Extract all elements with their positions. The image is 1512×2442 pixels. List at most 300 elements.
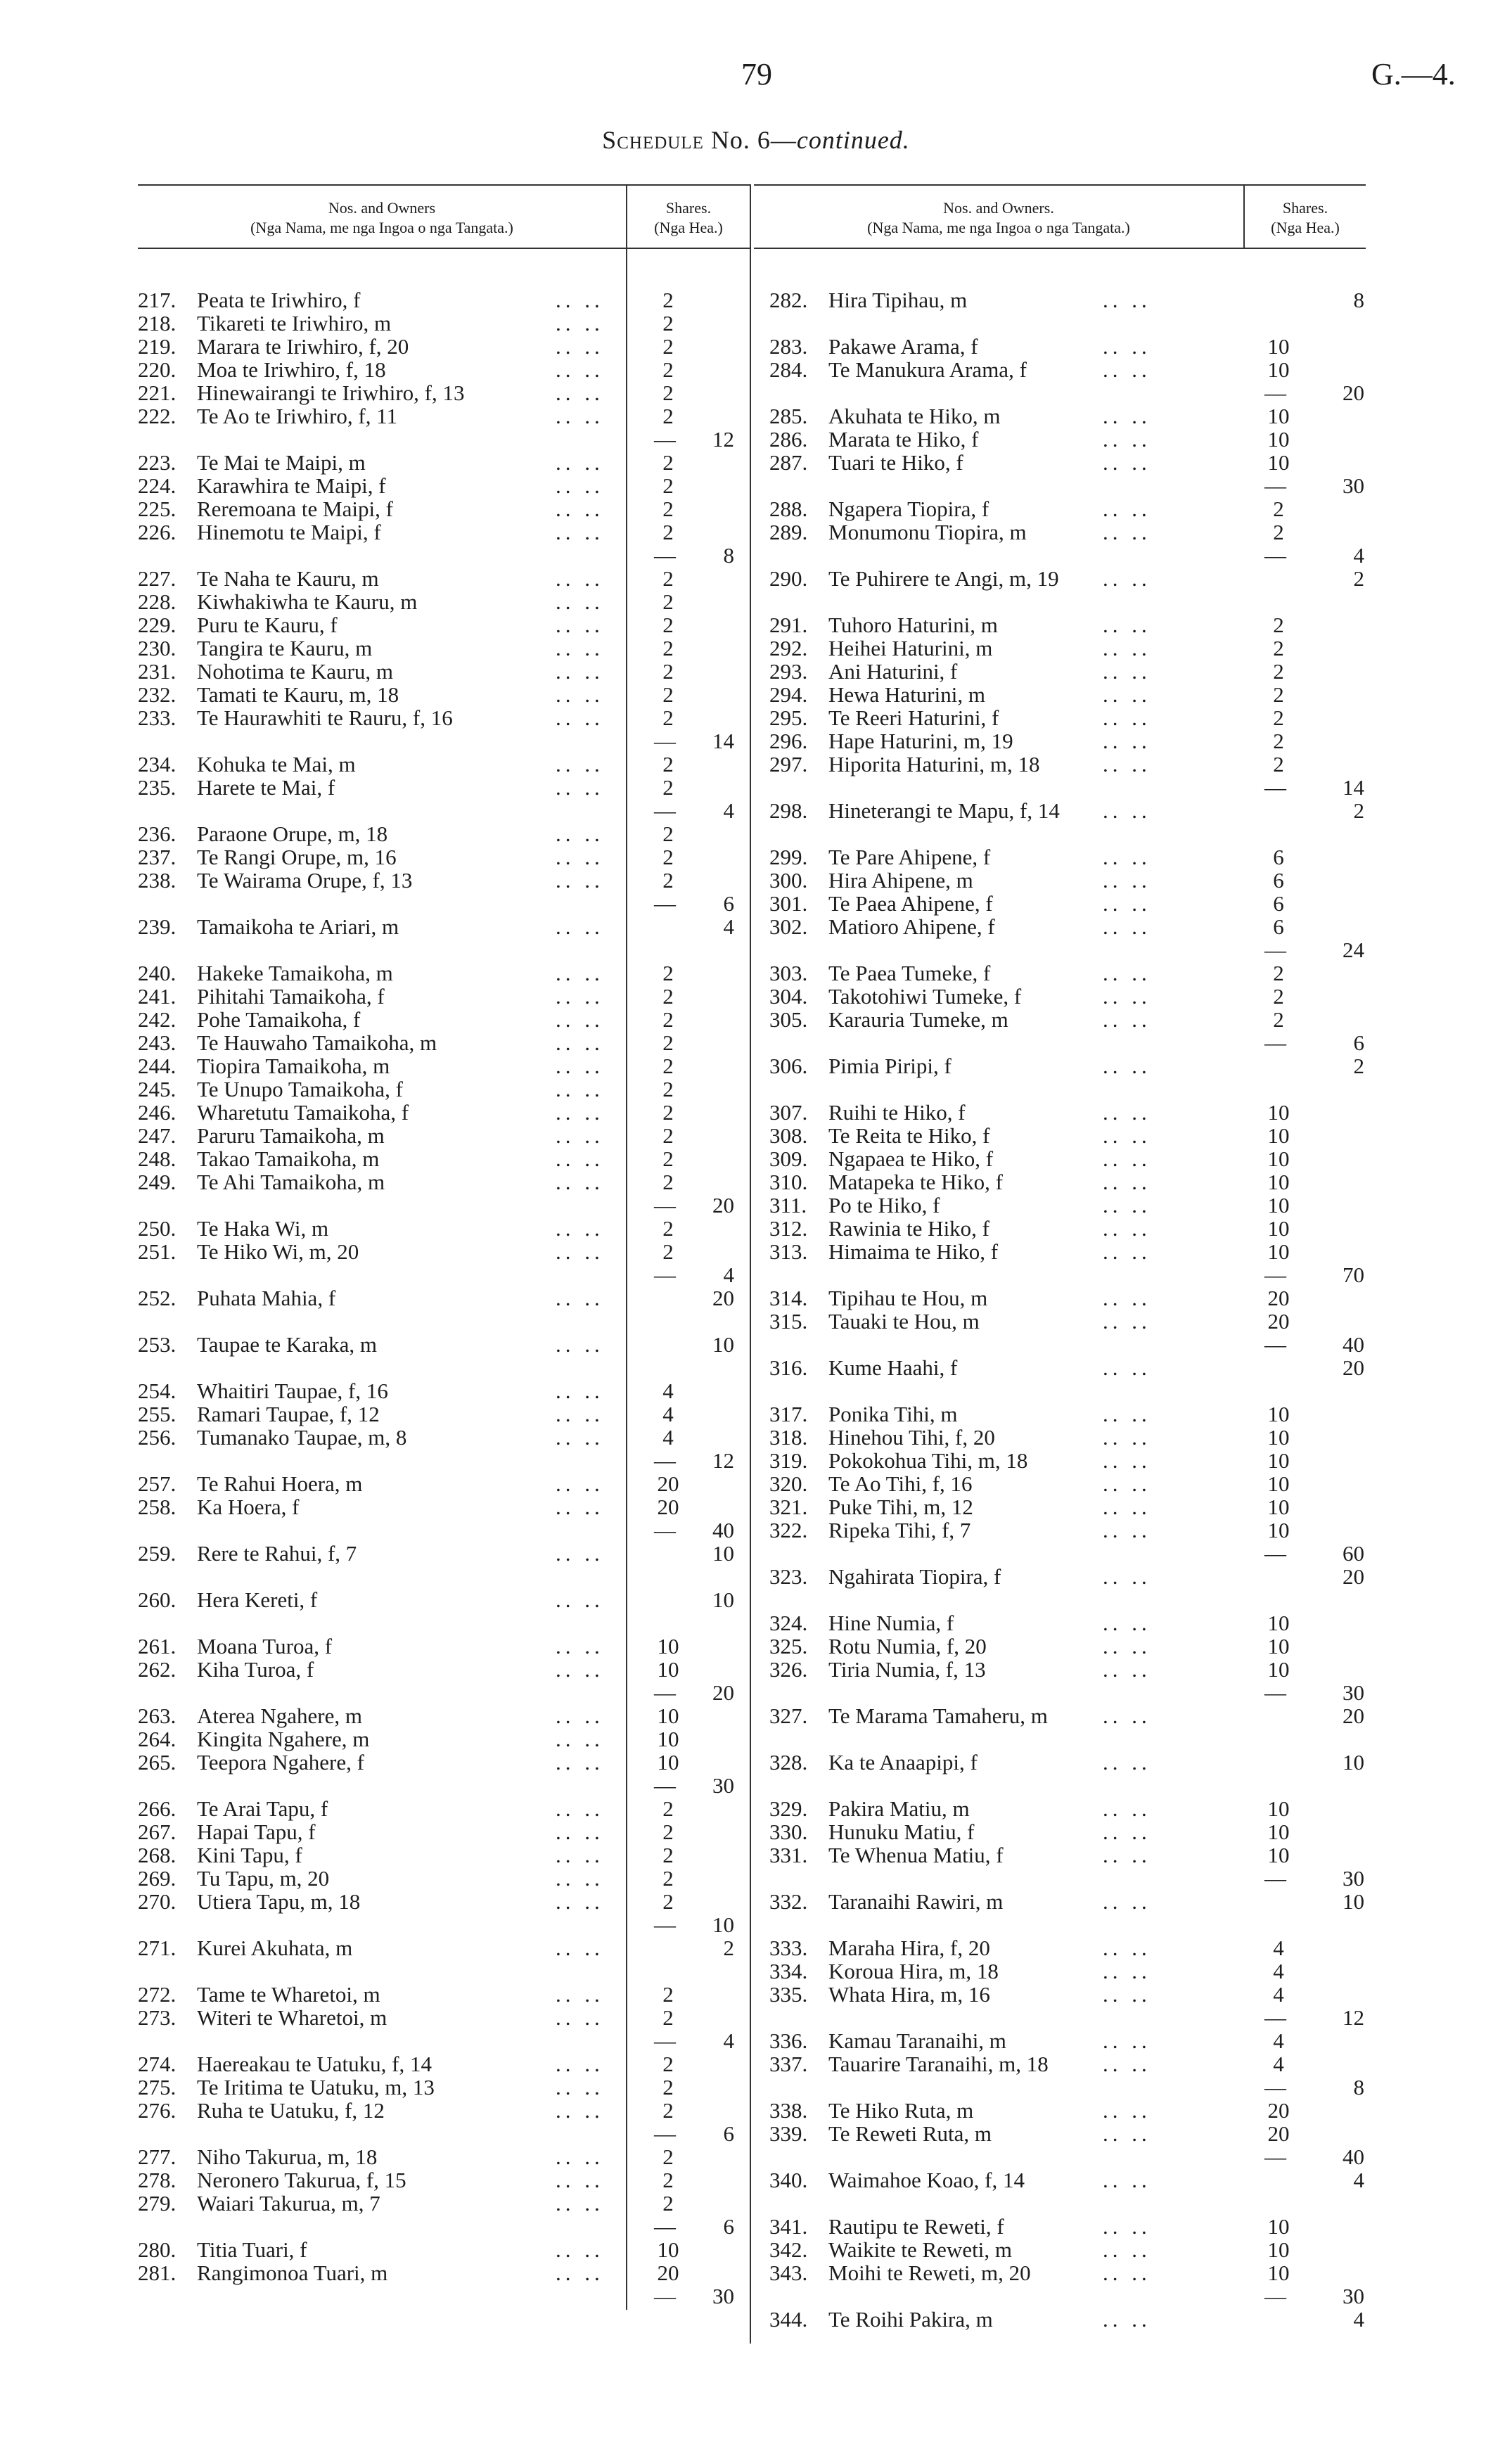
share-total: 6 [1353,1030,1364,1055]
owner-name: Tiopira Tamaikoha, m [197,1054,390,1078]
leader-dots: .. .. [1103,2052,1151,2076]
owner-number: 298. [769,798,808,823]
owner-row [769,2099,1374,2122]
owner-name: Te Wairama Orupe, f, 13 [197,868,413,893]
share-total: 8 [1353,288,1364,312]
owner-number: 284. [769,357,808,382]
leader-dots: .. .. [1103,1170,1151,1194]
leader-dots: .. .. [556,682,604,707]
owner-name: Pohe Tamaikoha, f [197,1007,361,1032]
owner-name: Maraha Hira, f, 20 [828,1936,990,1960]
leader-dots: .. .. [556,1657,604,1682]
schedule-title [0,125,1512,155]
owner-number: 274. [138,2052,177,2076]
share-value: 2 [1273,984,1284,1009]
leader-dots: .. .. [1103,1100,1151,1125]
owner-number: 247. [138,1123,177,1148]
leader-dots: .. .. [1103,1703,1151,1728]
leader-dots: .. .. [556,2168,604,2192]
leader-dots: .. .. [1103,566,1151,591]
owner-number: 267. [138,1820,177,1844]
owner-number: 240. [138,961,177,985]
owner-row [769,1495,1374,1519]
share-value: 10 [1267,357,1290,382]
share-value: 10 [1267,1123,1290,1148]
owner-name: Te Rangi Orupe, m, 16 [197,845,397,869]
share-value: 2 [662,775,674,800]
share-value: 2 [662,450,674,475]
subtotal-row [769,2006,1374,2029]
owner-name: Puke Tihi, m, 12 [828,1495,973,1519]
owner-name: Te Haka Wi, m [197,1216,329,1241]
owner-number: 261. [138,1634,177,1658]
leader-dots: .. .. [556,311,604,335]
subtotal-row [769,1263,1374,1286]
owner-name: Hine Numia, f [828,1611,954,1635]
owner-number: 217. [138,288,177,312]
owner-row [138,1240,750,1263]
right-shares-heading-1: Shares. [1282,199,1328,217]
owner-number: 243. [138,1030,177,1055]
owner-name: Taupae te Karaka, m [197,1332,378,1357]
subtotal-dash: — [1264,543,1286,568]
subtotal-dash: — [654,427,676,452]
leader-dots: .. .. [1103,404,1151,428]
owner-row [138,915,750,938]
owner-name: Te Hiko Ruta, m [828,2098,974,2123]
owner-name: Te Reita te Hiko, f [828,1123,990,1148]
share-value: 4 [1273,2052,1284,2076]
owner-number: 309. [769,1146,808,1171]
share-value: 2 [1273,729,1284,753]
subtotal-dash: — [654,729,676,753]
share-value: 2 [662,589,674,614]
owner-name: Rautipu te Reweti, f [828,2214,1004,2239]
share-value: 2 [662,2075,674,2099]
owner-name: Titia Tuari, f [197,2237,307,2262]
owner-name: Ngahirata Tiopira, f [828,1564,1001,1589]
leader-dots: .. .. [1103,357,1151,382]
owner-row [769,729,1374,753]
leader-dots: .. .. [1103,2261,1151,2285]
owner-row [769,637,1374,660]
leader-dots: .. .. [556,775,604,800]
owner-name: Rangimonoa Tuari, m [197,2261,388,2285]
subtotal-dash: — [654,2214,676,2239]
schedule-caps: Schedule [602,126,704,154]
owner-row [769,613,1374,637]
owner-number: 311. [769,1193,807,1217]
owner-row [769,1356,1374,1379]
share-value: 2 [662,1843,674,1867]
owner-row [769,1472,1374,1495]
owner-number: 339. [769,2121,808,2146]
owner-number: 299. [769,845,808,869]
owner-name: Karauria Tumeke, m [828,1007,1008,1032]
leader-dots: .. .. [1103,497,1151,521]
owner-name: Paraone Orupe, m, 18 [197,822,388,846]
owner-name: Te Iritima te Uatuku, m, 13 [197,2075,435,2099]
owner-number: 256. [138,1425,177,1450]
leader-dots: .. .. [556,2005,604,2030]
owner-row [138,381,750,404]
subtotal-row [138,799,750,822]
leader-dots: .. .. [1103,1123,1151,1148]
share-total: 24 [1343,938,1364,962]
owner-number: 280. [138,2237,177,2262]
leader-dots: .. .. [1103,288,1151,312]
owner-row [769,2052,1374,2076]
owner-number: 316. [769,1355,808,1380]
owner-row [138,637,750,660]
owner-row [138,822,750,845]
owner-name: Hewa Haturini, m [828,682,985,707]
subtotal-dash: — [654,1193,676,1217]
share-value: 4 [662,1425,674,1450]
leader-dots: .. .. [556,404,604,428]
subtotal-row [138,544,750,567]
share-total: 20 [712,1193,734,1217]
leader-dots: .. .. [1103,1657,1151,1682]
owner-row [138,2006,750,2029]
owner-number: 252. [138,1286,177,1310]
owner-name: Kini Tapu, f [197,1843,302,1867]
share-value: 10 [1267,450,1290,475]
owner-number: 242. [138,1007,177,1032]
owner-row [138,1751,750,1774]
owner-number: 276. [138,2098,177,2123]
owner-number: 279. [138,2191,177,2216]
share-total: 12 [1343,2005,1364,2030]
share-value: 2 [662,497,674,521]
leader-dots: .. .. [1103,520,1151,544]
owner-name: Heihei Haturini, m [828,636,993,660]
owner-row [769,2308,1374,2331]
subtotal-dash: — [1264,2075,1286,2099]
owner-row [769,2261,1374,2284]
owner-name: Hape Haturini, m, 19 [828,729,1013,753]
owner-number: 314. [769,1286,808,1310]
owner-row [769,660,1374,683]
owner-row [769,1960,1374,1983]
share-value: 2 [662,2052,674,2076]
share-value: 10 [1267,1216,1290,1241]
share-total: 20 [712,1680,734,1705]
owner-name: Tipihau te Hou, m [828,1286,988,1310]
owner-name: Witeri te Wharetoi, m [197,2005,387,2030]
owner-number: 310. [769,1170,808,1194]
owner-row [138,2192,750,2215]
share-value: 10 [657,1703,679,1728]
share-value: 2 [1273,752,1284,776]
owner-name: Waikite te Reweti, m [828,2237,1012,2262]
share-total: 2 [723,1936,734,1960]
center-divider [750,184,751,2344]
subtotal-dash: — [654,1912,676,1937]
share-value: 4 [1273,1959,1284,1983]
owner-name: Te Ahi Tamaikoha, m [197,1170,385,1194]
owner-number: 268. [138,1843,177,1867]
owner-name: Matapeka te Hiko, f [828,1170,1003,1194]
owner-row [769,1565,1374,1588]
owner-name: Monumonu Tiopira, m [828,520,1027,544]
leader-dots: .. .. [556,822,604,846]
owner-name: Tuari te Hiko, f [828,450,963,475]
leader-dots: .. .. [1103,2214,1151,2239]
subtotal-dash: — [1264,2144,1286,2169]
subtotal-dash: — [654,1680,676,1705]
share-value: 10 [657,1657,679,1682]
share-total: 20 [1343,1564,1364,1589]
owner-name: Puhata Mahia, f [197,1286,336,1310]
subtotal-row [769,776,1374,799]
subtotal-row [138,1913,750,1936]
share-value: 2 [1273,961,1284,985]
subtotal-dash: — [654,1262,676,1287]
leader-dots: .. .. [556,288,604,312]
owner-row [138,1170,750,1194]
owner-name: Te Naha te Kauru, m [197,566,379,591]
owner-row [769,753,1374,776]
share-total: 40 [712,1518,734,1542]
right-shares-heading-2: (Nga Hea.) [1271,219,1340,236]
owner-name: Karawhira te Maipi, f [197,473,386,498]
owner-number: 248. [138,1146,177,1171]
owner-name: Tumanako Taupae, m, 8 [197,1425,407,1450]
leader-dots: .. .. [556,1379,604,1403]
subtotal-dash: — [1264,473,1286,498]
owner-number: 255. [138,1402,177,1426]
share-value: 2 [662,868,674,893]
owner-row [138,1704,750,1727]
subtotal-row [138,892,750,915]
leader-dots: .. .. [1103,1634,1151,1658]
subtotal-dash: — [1264,1866,1286,1891]
owner-row [138,358,750,381]
owner-name: Aterea Ngahere, m [197,1703,362,1728]
owner-number: 291. [769,613,808,637]
owner-row [138,985,750,1008]
owner-number: 229. [138,613,177,637]
owner-row [138,451,750,474]
owner-name: Taranaihi Rawiri, m [828,1889,1004,1914]
share-value: 2 [662,659,674,684]
owner-name: Te Paea Tumeke, f [828,961,991,985]
leader-dots: .. .. [556,1054,604,1078]
owner-name: Peata te Iriwhiro, f [197,288,361,312]
owner-row [769,1194,1374,1217]
share-value: 20 [1267,2121,1290,2146]
owner-row [138,590,750,613]
leader-dots: .. .. [556,1216,604,1241]
subtotal-row [769,1867,1374,1890]
owner-name: Kiha Turoa, f [197,1657,314,1682]
owner-number: 321. [769,1495,808,1519]
owner-name: Te Pare Ahipene, f [828,845,991,869]
leader-dots: .. .. [556,566,604,591]
leader-dots: .. .. [556,2075,604,2099]
leader-dots: .. .. [556,473,604,498]
leader-dots: .. .. [556,1471,604,1496]
owner-row [138,2261,750,2284]
owner-number: 304. [769,984,808,1009]
owner-row [138,1402,750,1426]
owner-row [769,2029,1374,2052]
share-total: 30 [712,2284,734,2308]
owner-number: 322. [769,1518,808,1542]
share-value: 2 [662,2098,674,2123]
share-value: 2 [662,1866,674,1891]
owner-name: Waimahoe Koao, f, 14 [828,2168,1025,2192]
leader-dots: .. .. [1103,659,1151,684]
owner-row [138,404,750,428]
share-total: 12 [712,1448,734,1473]
leader-dots: .. .. [1103,1425,1151,1450]
share-value: 2 [662,636,674,660]
leader-dots: .. .. [1103,1750,1151,1775]
owner-row [138,520,750,544]
leader-dots: .. .. [556,1820,604,1844]
share-value: 6 [1273,914,1284,939]
share-total: 10 [1343,1750,1364,1775]
leader-dots: .. .. [1103,705,1151,730]
owner-name: Te Rahui Hoera, m [197,1471,363,1496]
share-total: 40 [1343,2144,1364,2169]
leader-dots: .. .. [556,1796,604,1821]
leader-dots: .. .. [1103,845,1151,869]
owner-number: 315. [769,1309,808,1334]
leader-dots: .. .. [1103,613,1151,637]
owner-name: Tu Tapu, m, 20 [197,1866,330,1891]
share-total: 20 [1343,1703,1364,1728]
owner-name: Ruihi te Hiko, f [828,1100,966,1125]
owner-name: Wharetutu Tamaikoha, f [197,1100,409,1125]
owner-number: 308. [769,1123,808,1148]
share-value: 4 [1273,1982,1284,2007]
owner-number: 313. [769,1239,808,1264]
share-total: 14 [712,729,734,753]
owner-number: 225. [138,497,177,521]
owner-name: Moa te Iriwhiro, f, 18 [197,357,386,382]
owner-number: 303. [769,961,808,985]
left-owners-heading-2: (Nga Nama, me nga Ingoa o nga Tangata.) [250,219,513,236]
share-value: 2 [1273,705,1284,730]
share-total: 70 [1343,1262,1364,1287]
share-value: 10 [1267,1146,1290,1171]
owner-name: Hiporita Haturini, m, 18 [828,752,1040,776]
share-value: 2 [662,1100,674,1125]
owner-row [769,1936,1374,1960]
subtotal-dash: — [1264,1680,1286,1705]
leader-dots: .. .. [1103,2121,1151,2146]
owner-row [769,1426,1374,1449]
leader-dots: .. .. [1103,891,1151,916]
owner-name: Ka te Anaapipi, f [828,1750,978,1775]
owner-name: Ngapaea te Hiko, f [828,1146,994,1171]
subtotal-row [138,1519,750,1542]
subtotal-row [138,1263,750,1286]
share-total: 10 [1343,1889,1364,1914]
owner-name: Ka Hoera, f [197,1495,300,1519]
share-value: 2 [1273,613,1284,637]
share-value: 2 [662,1054,674,1078]
owner-name: Whata Hira, m, 16 [828,1982,990,2007]
owner-number: 312. [769,1216,808,1241]
share-value: 2 [1273,682,1284,707]
owner-name: Te Arai Tapu, f [197,1796,328,1821]
share-total: 20 [1343,1355,1364,1380]
owner-number: 327. [769,1703,808,1728]
leader-dots: .. .. [556,1634,604,1658]
owner-row [138,1890,750,1913]
owner-row [769,2238,1374,2261]
share-value: 10 [1267,1448,1290,1473]
share-value: 2 [662,357,674,382]
owner-number: 331. [769,1843,808,1867]
owner-number: 275. [138,2075,177,2099]
owner-row [769,2122,1374,2145]
owner-name: Pimia Piripi, f [828,1054,952,1078]
leader-dots: .. .. [556,1703,604,1728]
owner-row [138,706,750,729]
owner-number: 343. [769,2261,808,2285]
share-total: 2 [1353,798,1364,823]
leader-dots: .. .. [556,1727,604,1751]
leader-dots: .. .. [1103,1959,1151,1983]
owner-number: 332. [769,1889,808,1914]
owner-name: Hineterangi te Mapu, f, 14 [828,798,1060,823]
owner-number: 234. [138,752,177,776]
share-total: 30 [1343,1680,1364,1705]
subtotal-row [138,1774,750,1797]
leader-dots: .. .. [556,1239,604,1264]
leader-dots: .. .. [1103,914,1151,939]
leader-dots: .. .. [556,1332,604,1357]
owner-name: Kingita Ngahere, m [197,1727,370,1751]
owner-row [769,915,1374,938]
owner-name: Ngapera Tiopira, f [828,497,989,521]
leader-dots: .. .. [556,705,604,730]
share-value: 10 [1267,1170,1290,1194]
leader-dots: .. .. [1103,1355,1151,1380]
subtotal-dash: — [1264,1541,1286,1566]
share-value: 2 [662,404,674,428]
owner-number: 300. [769,868,808,893]
owner-number: 307. [769,1100,808,1125]
owner-row [769,892,1374,915]
share-value: 2 [662,682,674,707]
share-value: 20 [657,2261,679,2285]
subtotal-row [769,1542,1374,1565]
share-value: 10 [1267,404,1290,428]
share-total: 20 [1343,381,1364,405]
leader-dots: .. .. [556,1007,604,1032]
share-value: 10 [1267,1239,1290,1264]
owner-name: Marara te Iriwhiro, f, 20 [197,334,409,359]
top-rule-left [138,184,750,186]
owner-row [138,1379,750,1402]
owner-number: 305. [769,1007,808,1032]
share-value: 2 [662,2168,674,2192]
leader-dots: .. .. [1103,1309,1151,1334]
owner-number: 306. [769,1054,808,1078]
owner-number: 241. [138,984,177,1009]
share-value: 2 [662,1820,674,1844]
subtotal-dash: — [1264,2284,1286,2308]
owner-row [138,1078,750,1101]
owner-number: 344. [769,2307,808,2332]
owner-row [138,1542,750,1565]
